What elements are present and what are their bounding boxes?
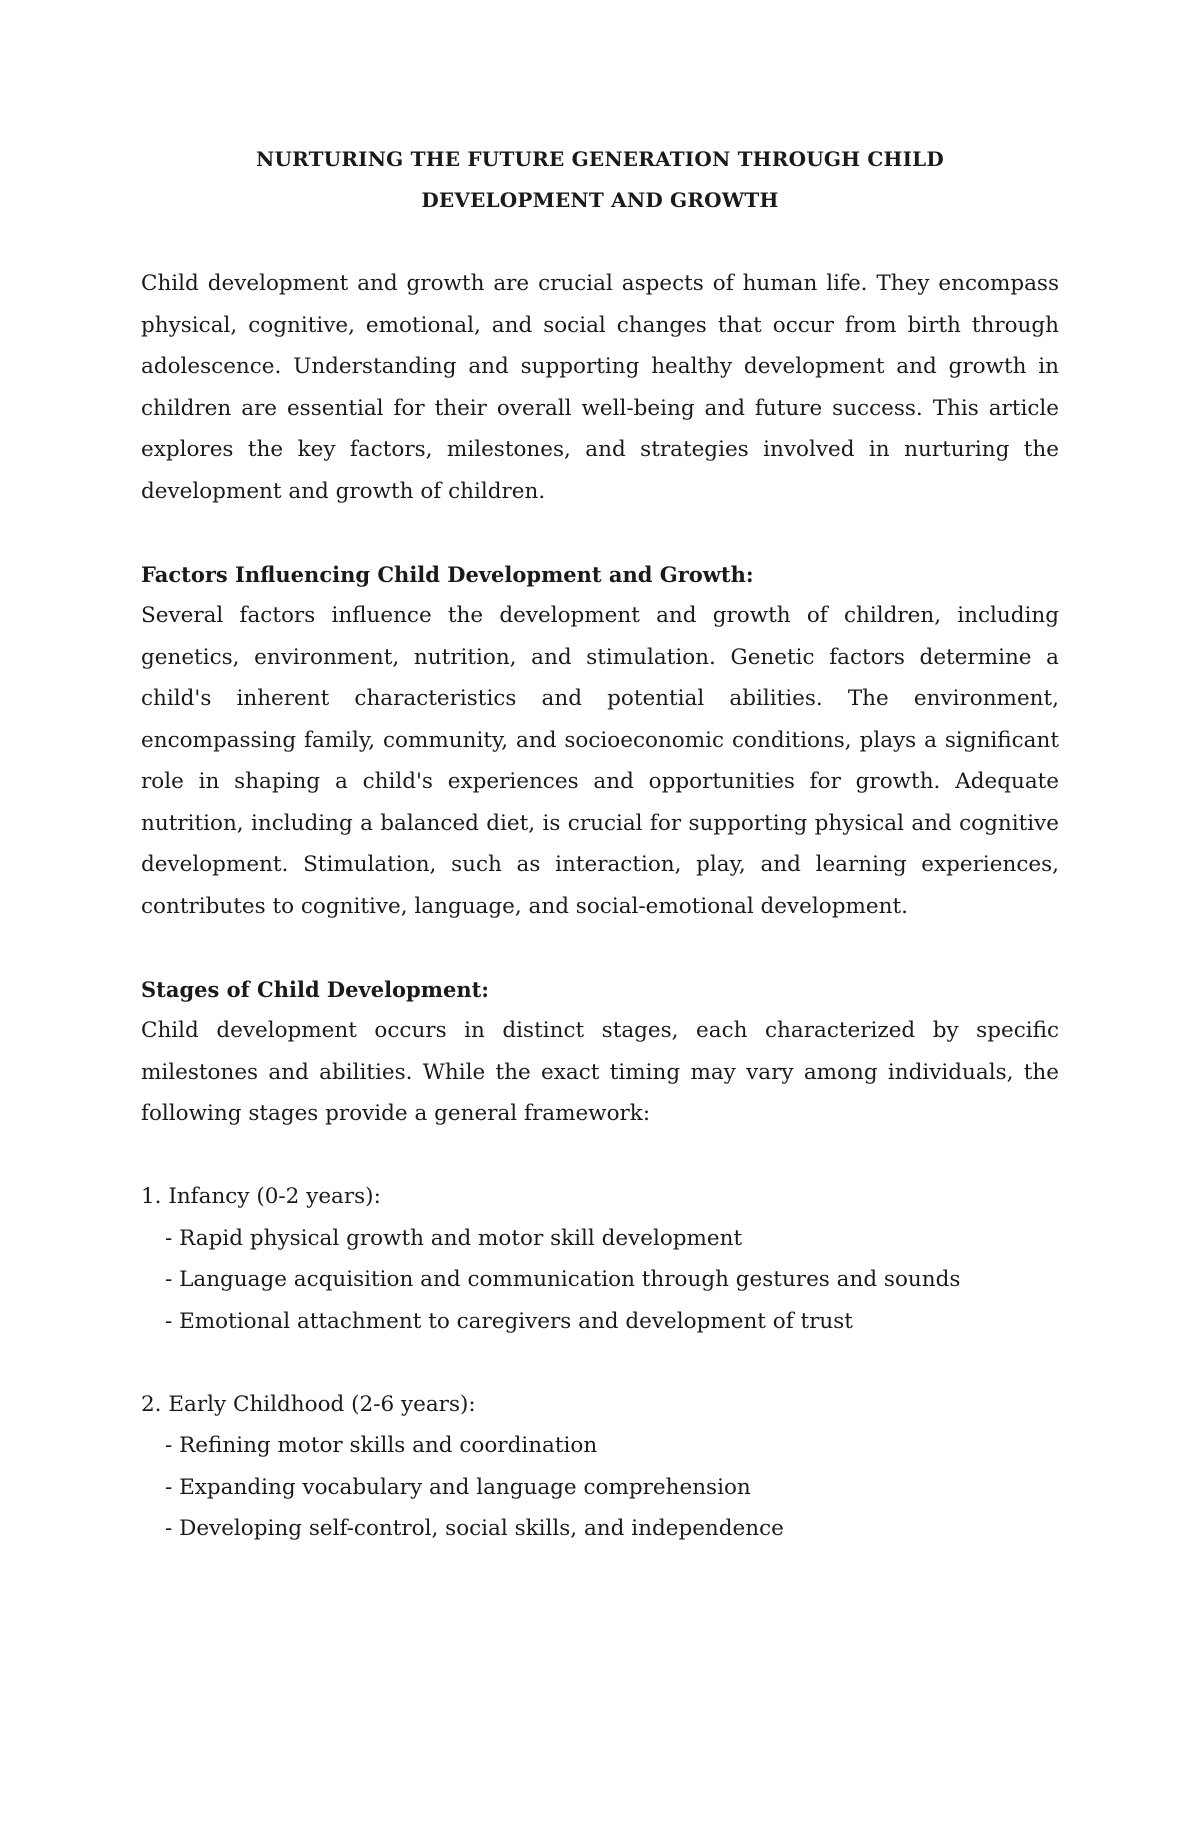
section-body-factors: Several factors influence the development and growth of children, including genetics, environment, nutrition, and stimulation. Genetic factors determine a child's inherent characteristics and potential abilities. The environment, encompassing family, community, and socioeconomic conditions, plays a significant role in shaping a child's experiences and opportunities for growth. Adequate nutrition, including a balanced diet, is crucial for supporting physical and cognitive development. Stimulation, such as interaction, play, and learning experiences, contributes to cognitive, language, and social-emotional development.: [141, 603, 1059, 919]
section-heading-stages: Stages of Child Development:: [141, 976, 490, 1002]
spacer: [141, 1342, 1059, 1384]
stage-title: 1. Infancy (0-2 years):: [141, 1184, 381, 1209]
list-item: - Emotional attachment to caregivers and development of trust: [165, 1308, 853, 1334]
stage-infancy: [141, 1176, 1059, 1342]
spacer: [141, 927, 1059, 969]
list-item: - Rapid physical growth and motor skill development: [165, 1225, 743, 1251]
section-body-stages: Child development occurs in distinct stages, each characterized by specific milestones and abilities. While the exact timing may vary among individuals, the following stages provide a general framework:: [141, 1018, 1059, 1126]
spacer: [141, 221, 1059, 263]
intro-paragraph: Child development and growth are crucial aspects of human life. They encompass physical, cognitive, emotional, and social changes that occur from birth through adolescence. Understanding and supporting healthy development and growth in children are essential for their overall well-being and future success. This article explores the key factors, milestones, and strategies involved in nurturing the development and growth of children.: [141, 271, 1059, 504]
list-item: - Language acquisition and communication through gestures and sounds: [165, 1267, 961, 1292]
stage-early-childhood: [141, 1384, 1059, 1550]
document-content: [141, 139, 1059, 1550]
title-line-2: DEVELOPMENT AND GROWTH: [421, 188, 779, 212]
list-item: - Expanding vocabulary and language comprehension: [165, 1474, 751, 1500]
spacer: [141, 512, 1059, 554]
stage-title: 2. Early Childhood (2-6 years):: [141, 1391, 476, 1417]
title-line-1: NURTURING THE FUTURE GENERATION THROUGH CHILD: [256, 147, 944, 171]
section-heading-factors: Factors Influencing Child Development and Growth:: [141, 561, 754, 587]
list-item: - Refining motor skills and coordination: [165, 1433, 598, 1458]
document-title: [141, 139, 1059, 221]
spacer: [141, 1135, 1059, 1177]
list-item: - Developing self-control, social skills, and independence: [165, 1516, 784, 1541]
